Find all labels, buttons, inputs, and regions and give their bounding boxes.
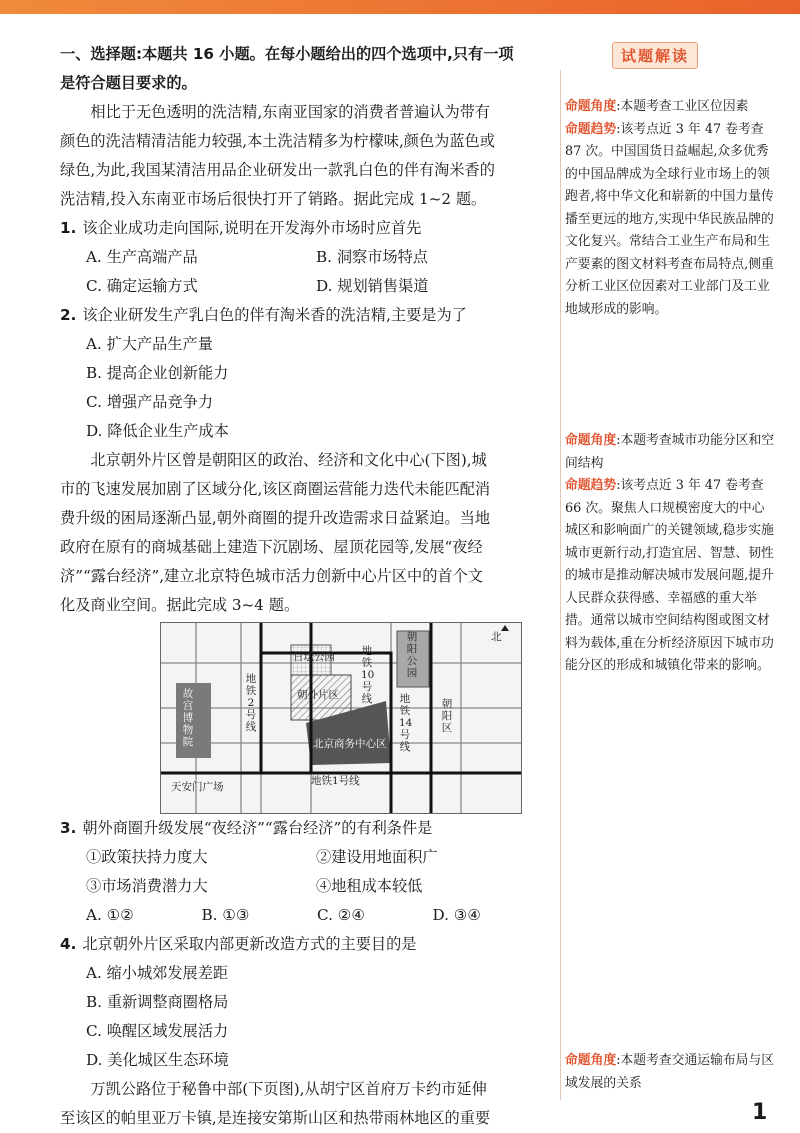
- chaoyang-district-label: 朝阳区: [441, 698, 453, 734]
- main-column: [60, 40, 548, 1133]
- question-number: 2.: [60, 306, 77, 324]
- section-heading-cont: 是符合题目要求的。: [60, 74, 197, 92]
- option-a: A. 生产高端产品: [86, 248, 198, 266]
- sidebar-note-2: [565, 430, 775, 678]
- metro-line14-label: 地铁14号线: [399, 693, 413, 753]
- angle-text: :本题考查交通运输布局与区域发展的关系: [565, 1053, 775, 1091]
- page-number: 1: [752, 1100, 768, 1125]
- option-d: D. ③④: [432, 906, 482, 924]
- question-2: [60, 301, 548, 446]
- option-b: B. ①③: [201, 906, 250, 924]
- statement-2: ②建设用地面积广: [316, 848, 438, 866]
- question-4: [60, 930, 548, 1075]
- option-a: A. 缩小城郊发展差距: [86, 964, 229, 982]
- metro-line10-label: 地铁10号线: [361, 645, 375, 705]
- passage-line: 至该区的帕里亚万卡镇,是连接安第斯山区和热带雨林地区的重要: [60, 1109, 491, 1127]
- question-stem: 朝外商圈升级发展“夜经济”“露台经济”的有利条件是: [82, 819, 433, 837]
- passage-3: [60, 1075, 548, 1133]
- sidebar-note-1: [565, 96, 775, 321]
- question-1: [60, 214, 548, 301]
- statement-3: ③市场消费潜力大: [86, 877, 208, 895]
- museum-label: 故宫博物院: [182, 688, 194, 748]
- metro-line1-label: 地铁1号线: [311, 775, 360, 787]
- angle-tag: 命题角度: [565, 433, 617, 448]
- passage-line: 相比于无色透明的洗洁精,东南亚国家的消费者普遍认为带有: [90, 103, 491, 121]
- passage-line: 化及商业空间。据此完成 3~4 题。: [60, 596, 300, 614]
- north-label: 北: [491, 631, 502, 643]
- option-d: D. 降低企业生产成本: [86, 422, 229, 440]
- option-c: C. ②④: [317, 906, 365, 924]
- passage-line: 北京朝外片区曾是朝阳区的政治、经济和文化中心(下图),城: [90, 451, 487, 469]
- statement-4: ④地租成本较低: [316, 877, 423, 895]
- chaoyang-park-label: 朝阳公园: [406, 631, 418, 679]
- statement-1: ①政策扶持力度大: [86, 848, 208, 866]
- option-d: D. 规划销售渠道: [316, 277, 429, 295]
- trend-text: :该考点近 3 年 47 卷考查 87 次。中国国货日益崛起,众多优秀的中国品牌成为全球行业市场上的领跑者,将中华文化和崭新的中国力量传播至更远的地方,实现中华民族品牌的文化复兴。常结合工业生产布局和生产要素的图文材料考查布局特点,侧重分析工业区位因素对工业部门及工业地域形成的影响。: [565, 121, 774, 317]
- cbd-label: 北京商务中心区: [313, 738, 387, 750]
- angle-text: :本题考查城市功能分区和空间结构: [565, 433, 775, 471]
- passage-1: [60, 98, 548, 214]
- trend-text: :该考点近 3 年 47 卷考查 66 次。聚焦人口规模密度大的中心城区和影响面广的关键领域,稳步实施城市更新行动,打造宜居、智慧、韧性的城市是推动解决城市发展问题,提升人民群众获得感、幸福感的重大举措。通常以城市空间结构图或图文材料为载体,重在分析经济原因下城市功能分区的形成和城镇化带来的影响。: [565, 478, 774, 673]
- option-a: A. 扩大产品生产量: [86, 335, 213, 353]
- top-accent-bar: [0, 0, 800, 14]
- option-b: B. 重新调整商圈格局: [86, 993, 229, 1011]
- question-number: 4.: [60, 935, 77, 953]
- option-c: C. 确定运输方式: [86, 277, 198, 295]
- option-d: D. 美化城区生态环境: [86, 1051, 229, 1069]
- passage-line: 市的飞速发展加剧了区域分化,该区商圈运营能力迭代未能匹配消: [60, 480, 491, 498]
- section-heading: 一、选择题:本题共 16 小题。在每小题给出的四个选项中,只有一项: [60, 45, 514, 63]
- chaowai-map: [160, 622, 522, 814]
- passage-2: [60, 446, 548, 620]
- question-stem: 该企业研发生产乳白色的伴有淘米香的洗洁精,主要是为了: [82, 306, 467, 324]
- passage-line: 万凯公路位于秘鲁中部(下页图),从胡宁区首府万卡约市延伸: [90, 1080, 487, 1098]
- option-b: B. 洞察市场特点: [316, 248, 428, 266]
- question-stem: 该企业成功走向国际,说明在开发海外市场时应首先: [82, 219, 422, 237]
- passage-line: 绿色,为此,我国某清洁用品企业研发出一款乳白色的伴有淘米香的: [60, 161, 495, 179]
- column-divider: [560, 70, 561, 1100]
- ritan-park-label: 日坛公园: [293, 651, 335, 663]
- sidebar-title: 试题解读: [612, 42, 698, 69]
- question-number: 1.: [60, 219, 77, 237]
- passage-line: 济”“露台经济”,建立北京特色城市活力创新中心片区中的首个文: [60, 567, 483, 585]
- angle-tag: 命题角度: [565, 99, 617, 114]
- passage-line: 颜色的洗洁精清洁能力较强,本土洗洁精多为柠檬味,颜色为蓝色或: [60, 132, 495, 150]
- north-arrow: [501, 625, 509, 631]
- passage-line: 政府在原有的商城基础上建造下沉剧场、屋顶花园等,发展“夜经: [60, 538, 483, 556]
- question-stem: 北京朝外片区采取内部更新改造方式的主要目的是: [82, 935, 417, 953]
- passage-line: 洗洁精,投入东南亚市场后很快打开了销路。据此完成 1~2 题。: [60, 190, 487, 208]
- question-number: 3.: [60, 819, 77, 837]
- sidebar-note-3: [565, 1050, 775, 1095]
- passage-line: 费升级的困局逐渐凸显,朝外商圈的提升改造需求日益紧迫。当地: [60, 509, 491, 527]
- chaowai-label: 朝外片区: [297, 689, 339, 701]
- option-b: B. 提高企业创新能力: [86, 364, 229, 382]
- option-c: C. 唤醒区域发展活力: [86, 1022, 229, 1040]
- metro-line2-label: 地铁2号线: [245, 673, 257, 733]
- option-a: A. ①②: [86, 906, 134, 924]
- option-c: C. 增强产品竞争力: [86, 393, 214, 411]
- trend-tag: 命题趋势: [565, 121, 617, 137]
- angle-text: :本题考查工业区位因素: [616, 99, 749, 114]
- question-3: [60, 814, 548, 930]
- angle-tag: 命题角度: [565, 1053, 617, 1068]
- trend-tag: 命题趋势: [565, 478, 617, 493]
- tiananmen-label: 天安门广场: [171, 781, 224, 793]
